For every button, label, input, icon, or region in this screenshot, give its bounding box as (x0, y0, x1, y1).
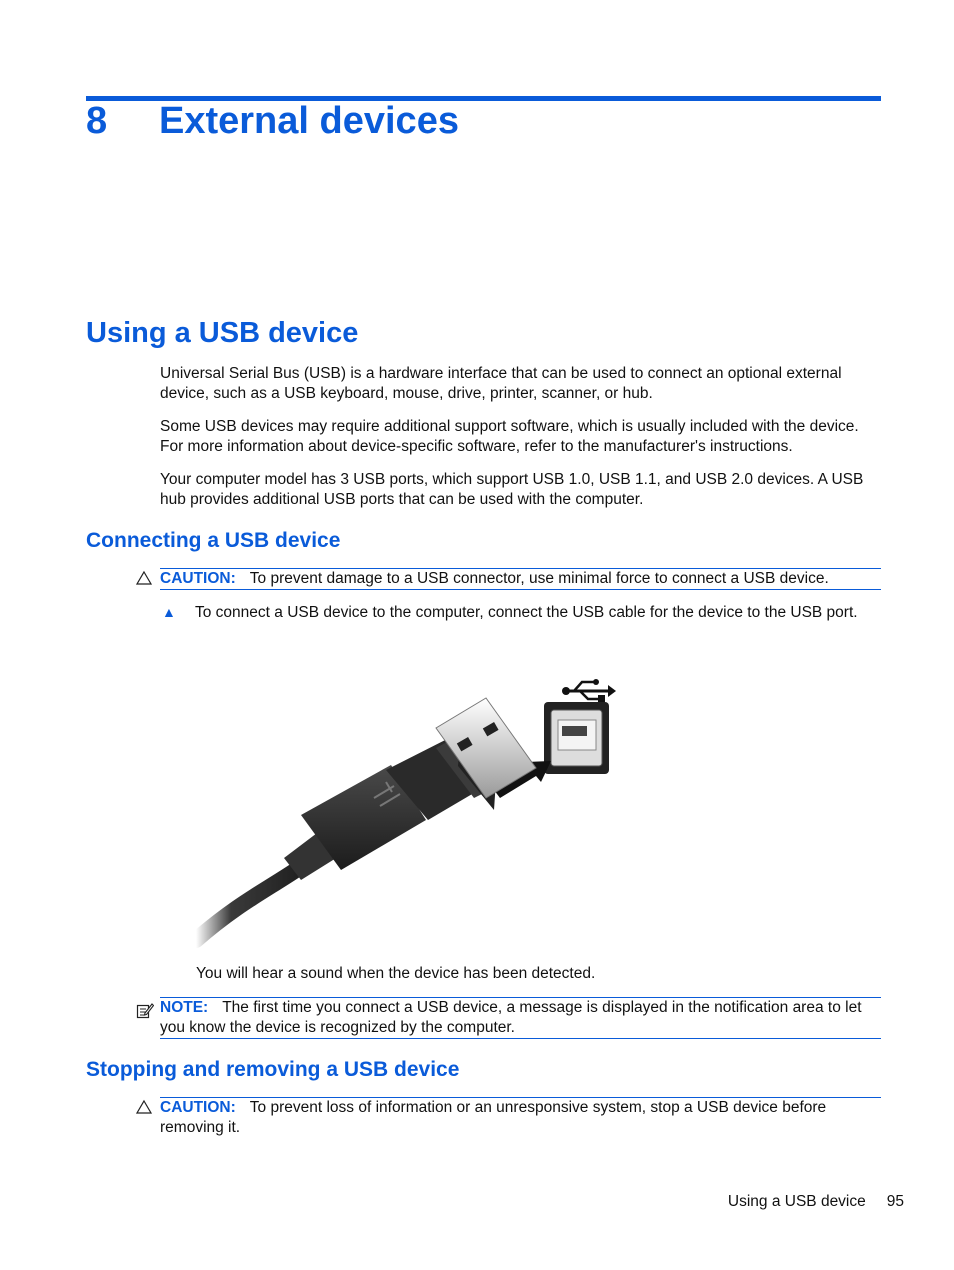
paragraph-usb-intro: Universal Serial Bus (USB) is a hardware interface that can be used to connect an optional external device, such as a USB keyboard, mouse, drive, printer, scanner, or hub. (160, 365, 842, 402)
caution-notice-connecting (160, 568, 881, 590)
usb-symbol-icon (562, 679, 616, 702)
caution-label-stopping: CAUTION: (160, 1099, 236, 1116)
chapter-title (86, 100, 459, 143)
caution-triangle-icon (136, 570, 152, 586)
page-number: 95 (886, 1193, 904, 1210)
paragraph-support-software: Some USB devices may require additional support software, which is usually included with the device. For more information about device-specific software, refer to the manufacturer's instructions. (160, 418, 859, 455)
note-pencil-icon (136, 1002, 154, 1020)
section-title: Using a USB device (86, 317, 359, 349)
usb-connector-illustration (196, 670, 616, 955)
page-footer (728, 1193, 904, 1211)
chapter-number: 8 (86, 100, 108, 142)
step-item (160, 603, 882, 643)
chapter-name: External devices (159, 100, 459, 142)
step-triangle-icon: ▲ (162, 604, 176, 620)
caution-text: To prevent damage to a USB connector, use minimal force to connect a USB device. (249, 570, 829, 587)
detection-text: You will hear a sound when the device has been detected. (196, 965, 596, 982)
note-notice (160, 997, 881, 1039)
paragraph-usb-ports: Your computer model has 3 USB ports, which support USB 1.0, USB 1.1, and USB 2.0 devices. A USB hub provides additional USB ports that can be used with the computer. (160, 471, 864, 508)
caution-triangle-icon-stopping (136, 1099, 152, 1115)
footer-section: Using a USB device (727, 1193, 866, 1210)
usb-port (544, 702, 609, 774)
caution-label: CAUTION: (160, 570, 236, 587)
usb-plug (284, 698, 536, 880)
subsection-title-stopping: Stopping and removing a USB device (86, 1058, 460, 1081)
step-text: To connect a USB device to the computer, connect the USB cable for the device to the USB port. (195, 604, 858, 621)
note-text: The first time you connect a USB device, a message is displayed in the notification area to let you know the device is recognized by the computer. (160, 999, 862, 1036)
subsection-title-connecting: Connecting a USB device (86, 529, 341, 552)
caution-text-stopping: To prevent loss of information or an unresponsive system, stop a USB device before removing it. (160, 1099, 827, 1136)
caution-notice-stopping (160, 1097, 881, 1137)
usb-cable (196, 870, 296, 940)
note-label: NOTE: (160, 999, 209, 1016)
